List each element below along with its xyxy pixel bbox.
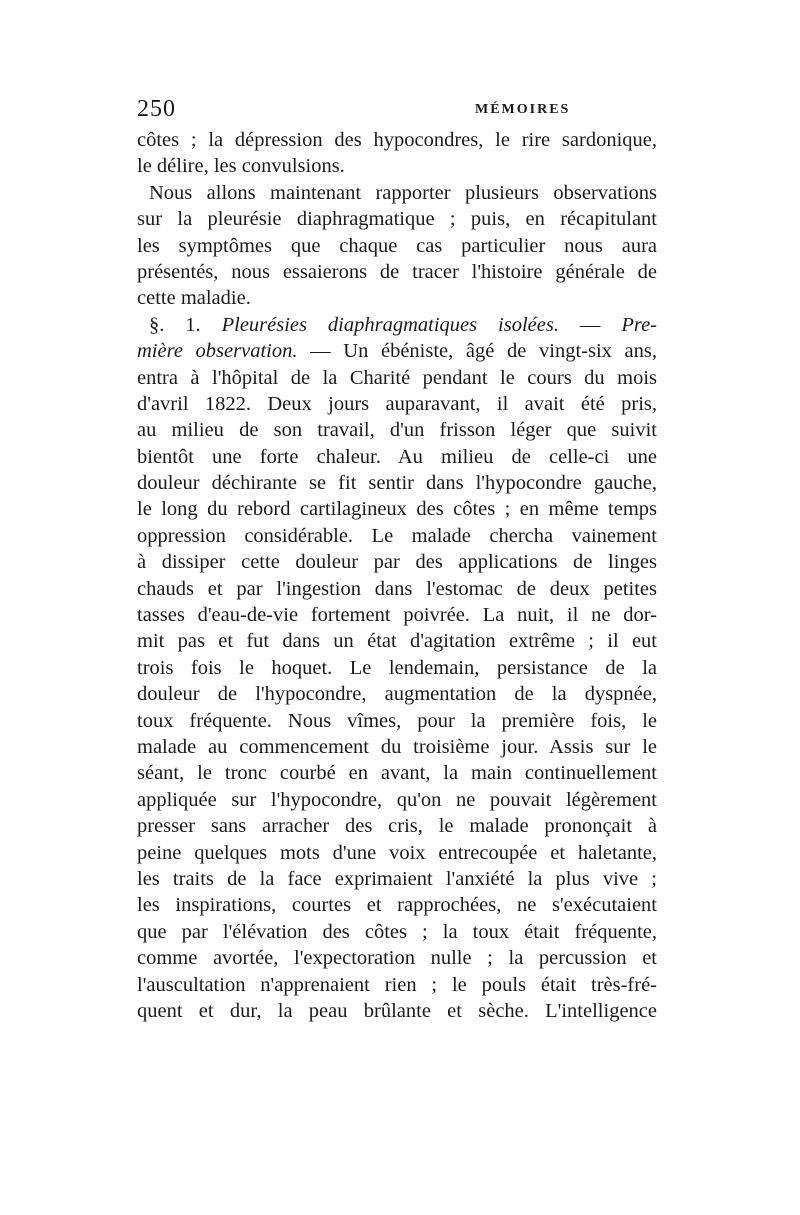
text-line: à dissiper cette douleur par des applications de linges bbox=[137, 551, 657, 574]
text-line: les symptômes que chaque cas particulier nous aura bbox=[137, 234, 657, 257]
text-line: presser sans arracher des cris, le malade prononçait à bbox=[137, 815, 657, 838]
text-line: tasses d'eau-de-vie fortement poivrée. La nuit, il ne dor- bbox=[137, 604, 657, 627]
text-line: le délire, les convulsions. bbox=[137, 155, 345, 178]
text-line: douleur de l'hypocondre, augmentation de la dyspnée, bbox=[137, 683, 657, 706]
text-line: que par l'élévation des côtes ; la toux était fréquente, bbox=[137, 920, 657, 943]
text-line: douleur déchirante se fit sentir dans l'hypocondre gauche, bbox=[137, 472, 657, 495]
page-number: 250 bbox=[137, 96, 176, 122]
text-line: oppression considérable. Le malade chercha vainement bbox=[137, 524, 657, 547]
text-line: mit pas et fut dans un état d'agitation extrême ; il eut bbox=[137, 630, 657, 653]
section-number: §. 1. bbox=[149, 313, 222, 336]
text-line: sur la pleurésie diaphragmatique ; puis, en récapitulant bbox=[137, 208, 657, 231]
text-line: côtes ; la dépression des hypocondres, le rire sardonique, bbox=[137, 129, 657, 151]
text-line: toux fréquente. Nous vîmes, pour la première fois, le bbox=[137, 709, 657, 732]
observation-text: — Un ébéniste, âgé de vingt-six ans, bbox=[297, 340, 657, 363]
text-line: entra à l'hôpital de la Charité pendant le cours du mois bbox=[137, 366, 657, 389]
text-line: quent et dur, la peau brûlante et sèche. L'intelligence bbox=[137, 999, 657, 1022]
text-line: bientôt une forte chaleur. Au milieu de celle-ci une bbox=[137, 445, 657, 468]
text-line: le long du rebord cartilagineux des côtes ; en même temps bbox=[137, 498, 657, 521]
section-title: Pleurésies diaphragmatiques isolées. bbox=[221, 313, 559, 336]
text-line: trois fois le hoquet. Le lendemain, persistance de la bbox=[137, 656, 657, 679]
text-line: cette maladie. bbox=[137, 287, 251, 310]
text-line: appliquée sur l'hypocondre, qu'on ne pouvait légèrement bbox=[137, 788, 657, 811]
text-line: séant, le tronc courbé en avant, la main continuellement bbox=[137, 762, 657, 785]
page-header bbox=[137, 96, 657, 126]
observation-label-start: Pre- bbox=[621, 313, 657, 336]
section-heading-line bbox=[137, 312, 657, 338]
text-line: d'avril 1822. Deux jours auparavant, il avait été pris, bbox=[137, 392, 657, 415]
text-line: au milieu de son travail, d'un frisson léger que suivit bbox=[137, 419, 657, 442]
running-head: MÉMOIRES bbox=[475, 102, 571, 117]
text-line: comme avortée, l'expectoration nulle ; la percussion et bbox=[137, 947, 657, 970]
text-line: les traits de la face exprimaient l'anxiété la plus vive ; bbox=[137, 867, 657, 890]
text-line: peine quelques mots d'une voix entrecoupée et haletante, bbox=[137, 841, 657, 864]
text-line: les inspirations, courtes et rapprochées, ne s'exécutaient bbox=[137, 894, 657, 917]
observation-label-end: mière observation. bbox=[137, 340, 298, 363]
text-line: malade au commencement du troisième jour. Assis sur le bbox=[137, 735, 657, 758]
body-text bbox=[137, 127, 657, 1024]
text-line: chauds et par l'ingestion dans l'estomac de deux petites bbox=[137, 577, 657, 600]
dash: — bbox=[558, 313, 622, 336]
text-line: présentés, nous essaierons de tracer l'histoire générale de bbox=[137, 260, 657, 283]
text-line: Nous allons maintenant rapporter plusieurs observations bbox=[149, 181, 657, 204]
text-line bbox=[137, 338, 657, 364]
text-line: l'auscultation n'apprenaient rien ; le pouls était très-fré- bbox=[137, 973, 657, 996]
